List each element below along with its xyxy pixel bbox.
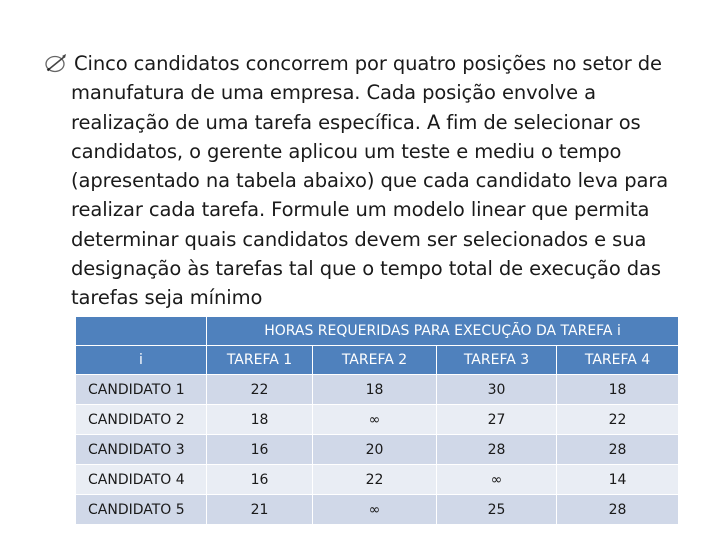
table-row — [76, 465, 679, 495]
column-header-tarefa-2: TAREFA 2 — [313, 346, 437, 375]
table-cell: 18 — [207, 405, 313, 435]
column-header-tarefa-1: TAREFA 1 — [207, 346, 313, 375]
column-header-tarefa-4: TAREFA 4 — [557, 346, 679, 375]
pencil-icon — [44, 52, 68, 74]
problem-line: realizar cada tarefa. Formule um modelo linear que permita — [71, 198, 650, 222]
problem-line: determinar quais candidatos devem ser selecionados e sua — [71, 227, 647, 251]
index-header: i — [76, 346, 207, 375]
table-cell: ∞ — [313, 405, 437, 435]
row-label: CANDIDATO 5 — [76, 495, 207, 525]
column-header-tarefa-3: TAREFA 3 — [437, 346, 557, 375]
table-cell: 18 — [313, 375, 437, 405]
table-cell: ∞ — [313, 495, 437, 525]
table-cell: 30 — [437, 375, 557, 405]
problem-line-text: Cinco candidatos concorrem por quatro posições no setor de — [74, 52, 662, 75]
problem-line: designação às tarefas tal que o tempo total de execução das — [71, 257, 661, 281]
problem-line: realização de uma tarefa específica. A fim de selecionar os — [71, 110, 641, 134]
problem-line: candidatos, o gerente aplicou um teste e mediu o tempo — [71, 139, 622, 163]
row-label: CANDIDATO 1 — [76, 375, 207, 405]
table-cell: 20 — [313, 435, 437, 465]
table-cell: 28 — [557, 435, 679, 465]
table-row — [76, 405, 679, 435]
row-label: CANDIDATO 2 — [76, 405, 207, 435]
row-label: CANDIDATO 3 — [76, 435, 207, 465]
table-row — [76, 375, 679, 405]
problem-line — [44, 49, 694, 78]
table-cell: 22 — [557, 405, 679, 435]
problem-line: tarefas seja mínimo — [71, 286, 263, 310]
table-cell: 16 — [207, 435, 313, 465]
table-cell: ∞ — [437, 465, 557, 495]
table-row — [76, 495, 679, 525]
table-cell: 16 — [207, 465, 313, 495]
problem-line: manufatura de uma empresa. Cada posição envolve a — [71, 81, 596, 105]
header-corner-cell — [76, 317, 207, 346]
group-header: HORAS REQUERIDAS PARA EXECUÇÃO DA TAREFA i — [207, 317, 679, 346]
table-cell: 21 — [207, 495, 313, 525]
problem-statement — [44, 49, 694, 313]
table-cell: 25 — [437, 495, 557, 525]
table-cell: 28 — [437, 435, 557, 465]
table-cell: 18 — [557, 375, 679, 405]
row-label: CANDIDATO 4 — [76, 465, 207, 495]
table-cell: 27 — [437, 405, 557, 435]
table-header-row — [76, 317, 679, 346]
table-cell: 22 — [207, 375, 313, 405]
table-row — [76, 435, 679, 465]
table-cell: 28 — [557, 495, 679, 525]
table-cell: 14 — [557, 465, 679, 495]
table-header-row — [76, 346, 679, 375]
problem-line: (apresentado na tabela abaixo) que cada candidato leva para — [71, 169, 669, 193]
table-cell: 22 — [313, 465, 437, 495]
task-hours-table — [75, 316, 679, 525]
